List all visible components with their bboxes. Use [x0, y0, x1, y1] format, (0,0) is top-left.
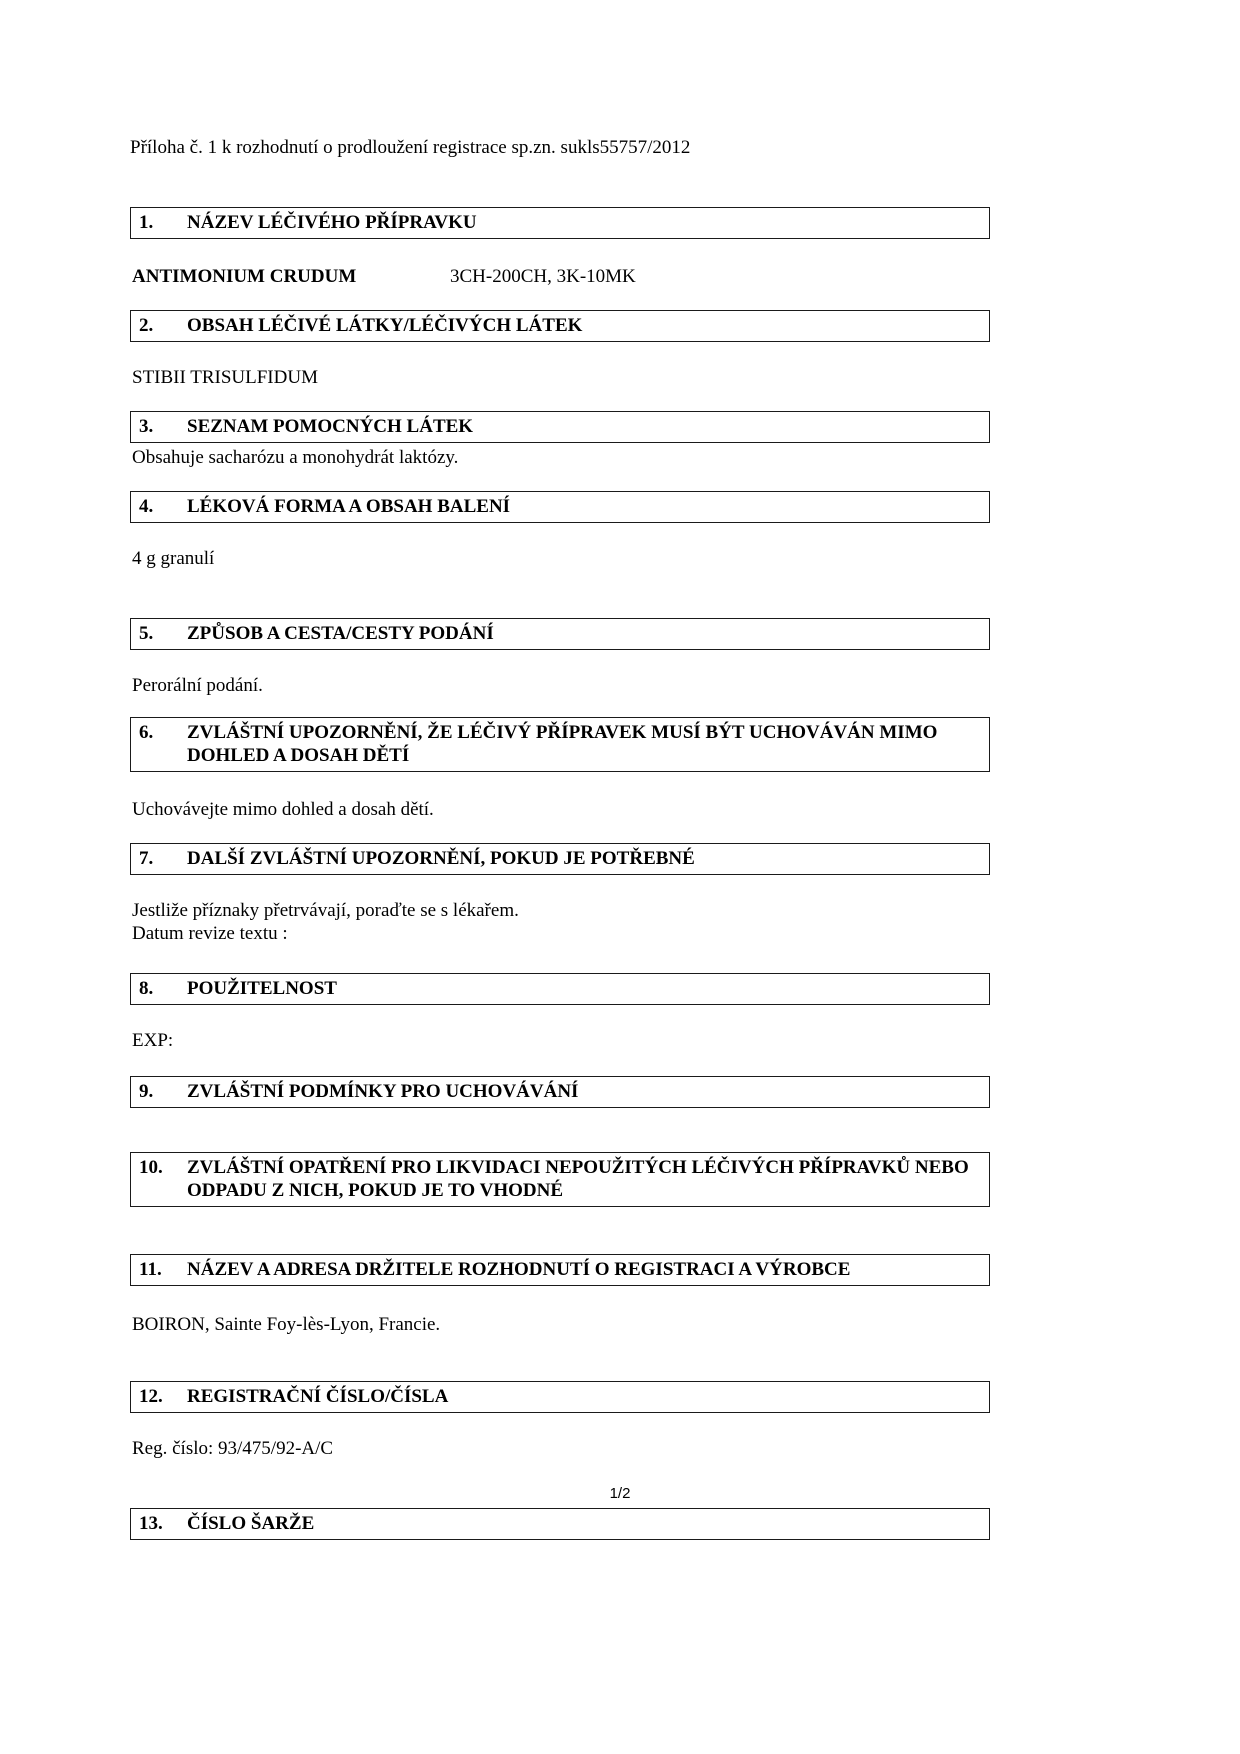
section-body-text: 4 g granulí [132, 548, 215, 569]
section-header-6 [130, 717, 990, 772]
section-body-text: Uchovávejte mimo dohled a dosah dětí. [132, 799, 434, 820]
section-title: POUŽITELNOST [187, 978, 337, 999]
section-body-text: Jestliže příznaky přetrvávají, poraďte se s lékařem. [132, 900, 519, 921]
section-header-5 [130, 618, 990, 650]
section-body-text: EXP: [132, 1030, 174, 1051]
section-body-text: Datum revize textu : [132, 923, 288, 944]
section-title: ZVLÁŠTNÍ OPATŘENÍ PRO LIKVIDACI NEPOUŽITÝCH LÉČIVÝCH PŘÍPRAVKŮ NEBO ODPADU Z NICH, POKUD JE TO VHODNÉ [187, 1157, 969, 1201]
section-number: 6. [139, 722, 154, 743]
section-title: ZPŮSOB A CESTA/CESTY PODÁNÍ [187, 623, 494, 644]
section-body-text: BOIRON, Sainte Foy-lès-Lyon, Francie. [132, 1314, 441, 1335]
section-body-text: STIBII TRISULFIDUM [132, 367, 318, 388]
section-header-10 [130, 1152, 990, 1207]
section-header-9 [130, 1076, 990, 1108]
section-title: NÁZEV A ADRESA DRŽITELE ROZHODNUTÍ O REGISTRACI A VÝROBCE [187, 1259, 851, 1280]
section-title: NÁZEV LÉČIVÉHO PŘÍPRAVKU [187, 212, 477, 233]
section-header-7 [130, 843, 990, 875]
section-header-8 [130, 973, 990, 1005]
section-title: LÉKOVÁ FORMA A OBSAH BALENÍ [187, 496, 511, 517]
section-header-1 [130, 207, 990, 239]
section-number: 4. [139, 496, 154, 517]
product-line [132, 265, 990, 288]
section-number: 8. [139, 978, 154, 999]
section-number: 3. [139, 416, 154, 437]
section-number: 12. [139, 1386, 163, 1407]
product-strengths: 3CH-200CH, 3K-10MK [450, 266, 636, 287]
document-header: Příloha č. 1 k rozhodnutí o prodloužení registrace sp.zn. sukls55757/2012 [130, 137, 691, 158]
section-title: ZVLÁŠTNÍ UPOZORNĚNÍ, ŽE LÉČIVÝ PŘÍPRAVEK MUSÍ BÝT UCHOVÁVÁN MIMO DOHLED A DOSAH DĚTÍ [187, 722, 938, 766]
section-number: 11. [139, 1259, 162, 1280]
document-content [130, 0, 990, 1540]
section-number: 13. [139, 1513, 163, 1534]
section-title: OBSAH LÉČIVÉ LÁTKY/LÉČIVÝCH LÁTEK [187, 315, 583, 336]
section-number: 9. [139, 1081, 154, 1102]
section-title: ČÍSLO ŠARŽE [187, 1513, 315, 1534]
section-title: DALŠÍ ZVLÁŠTNÍ UPOZORNĚNÍ, POKUD JE POTŘEBNÉ [187, 848, 695, 869]
section-header-11 [130, 1254, 990, 1286]
section-body-text: Reg. číslo: 93/475/92-A/C [132, 1438, 334, 1459]
section-number: 2. [139, 315, 154, 336]
section-number: 5. [139, 623, 154, 644]
section-number: 1. [139, 212, 154, 233]
section-header-4 [130, 491, 990, 523]
section-number: 7. [139, 848, 154, 869]
section-header-3 [130, 411, 990, 443]
page-number: 1/2 [609, 1485, 631, 1502]
section-header-2 [130, 310, 990, 342]
section-header-12 [130, 1381, 990, 1413]
section-header-13 [130, 1508, 990, 1540]
product-name: ANTIMONIUM CRUDUM [132, 266, 357, 287]
section-body-text: Perorální podání. [132, 675, 263, 696]
section-title: ZVLÁŠTNÍ PODMÍNKY PRO UCHOVÁVÁNÍ [187, 1081, 579, 1102]
section-body-text: Obsahuje sacharózu a monohydrát laktózy. [132, 447, 459, 468]
section-title: REGISTRAČNÍ ČÍSLO/ČÍSLA [187, 1386, 449, 1407]
section-number: 10. [139, 1157, 163, 1178]
section-title: SEZNAM POMOCNÝCH LÁTEK [187, 416, 474, 437]
